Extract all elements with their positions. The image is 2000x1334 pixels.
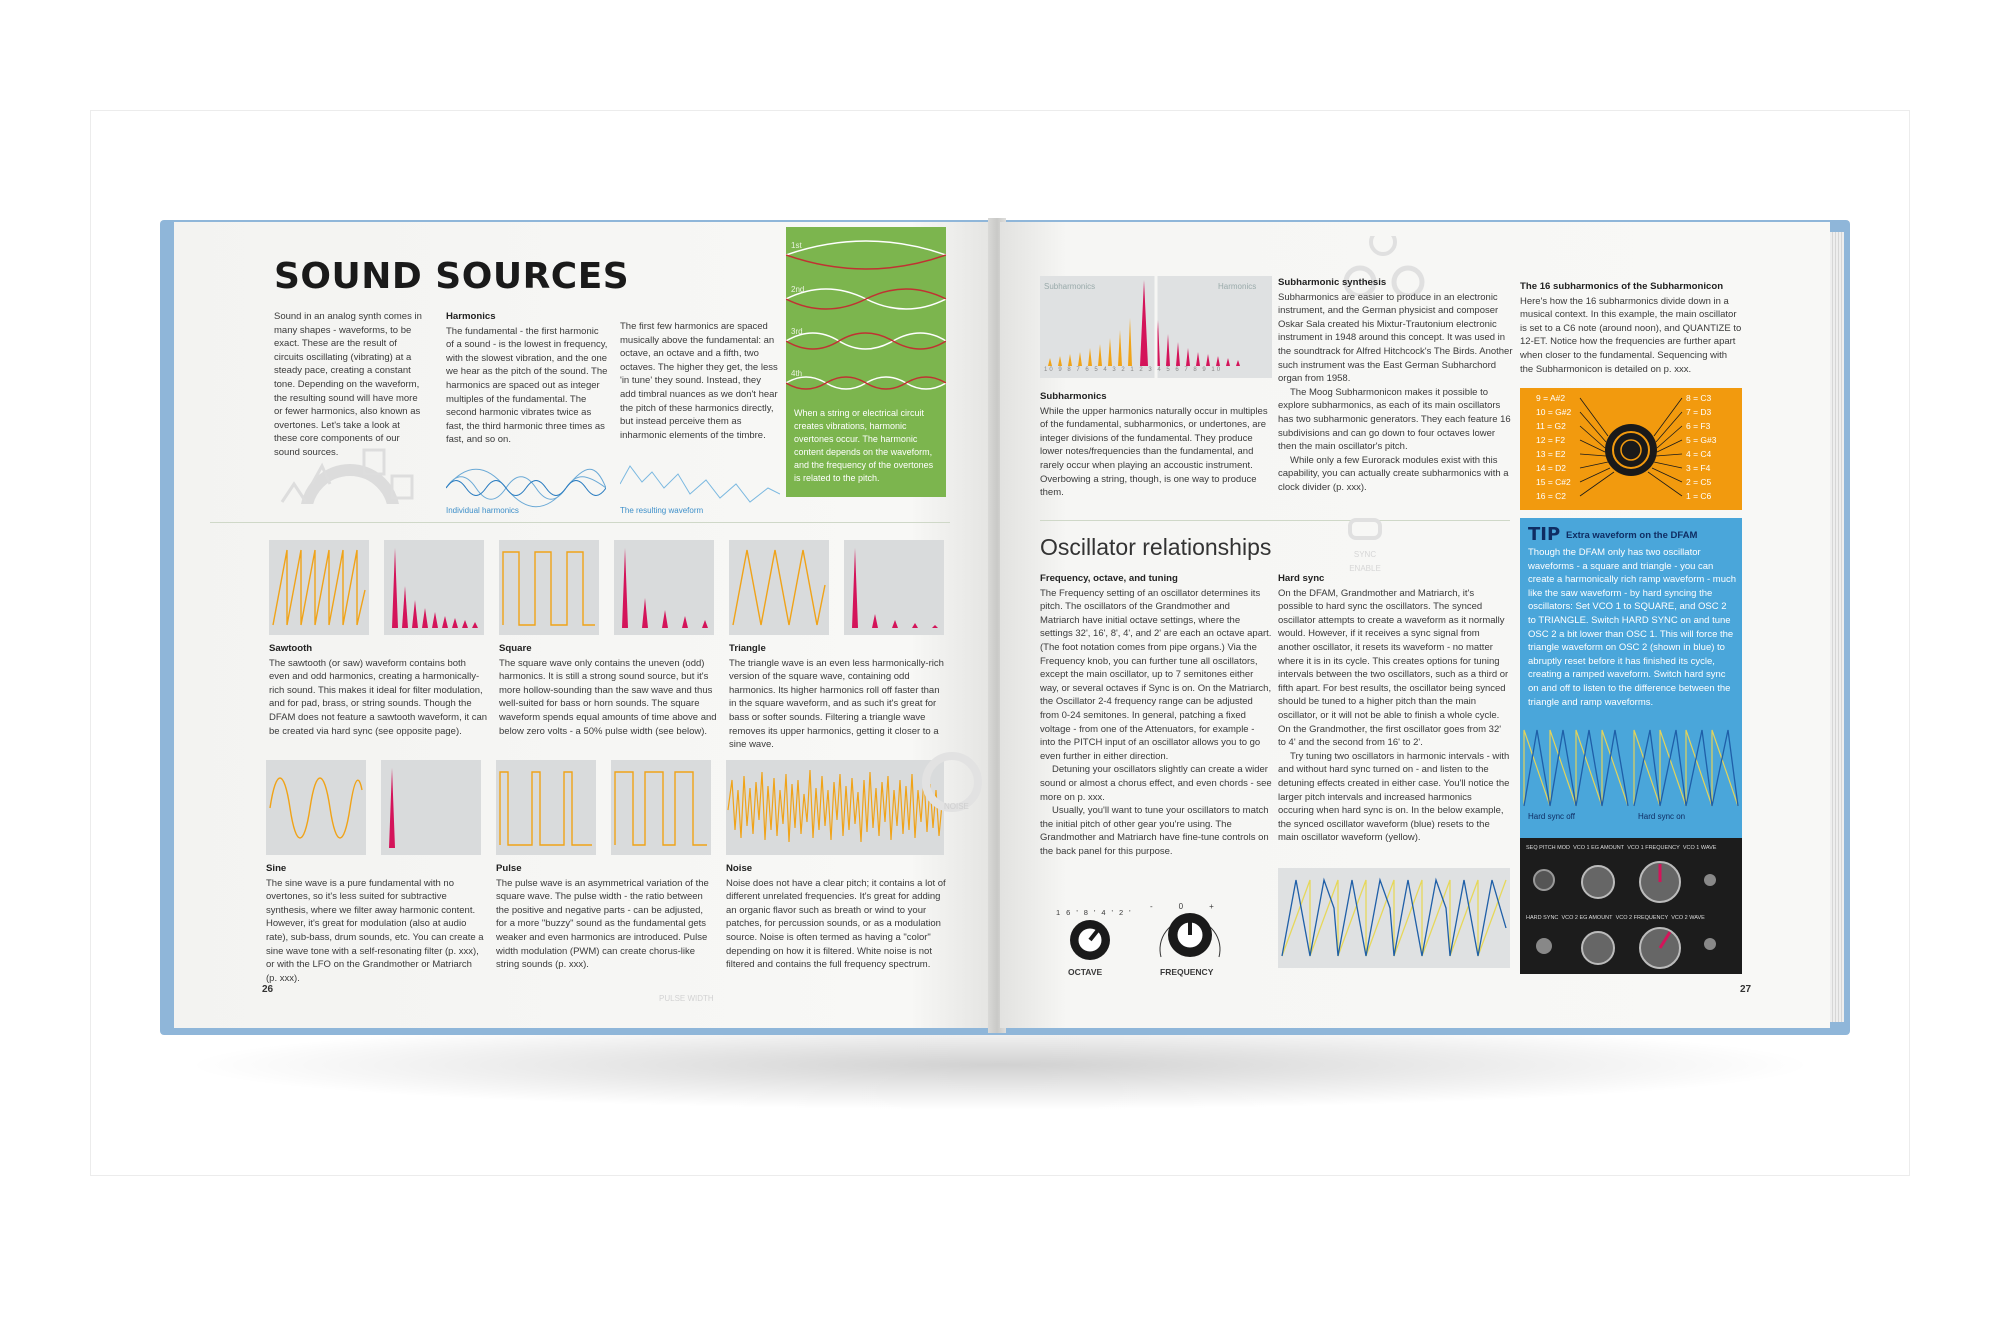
freq-mark-zero: 0 <box>1178 902 1210 911</box>
subharmonics-chart <box>1040 276 1272 378</box>
sine-spectrum <box>381 760 481 855</box>
sine-text: The sine wave is a pure fundamental with no overtones, so it's less suited for subtractive synthesis, where we filter away harmonic content. However, it's great for modulation (also at audio rate), sub-bass, drum sounds, etc. You can create a sine wave tone with a self-resonating filter (p. xxx), or with the LFO on the Grandmother or Matriarch (p. xxx). <box>266 877 484 984</box>
pulse-heading: Pulse <box>496 863 522 874</box>
triangle-block <box>729 642 949 752</box>
tip-label: TIP <box>1528 524 1561 545</box>
sub-right-3: 5 = G#3 <box>1686 435 1717 445</box>
tip-text: Though the DFAM only has two oscillator waveforms - a square and triangle - you can create a harmonically rich ramp waveform - much like the saw waveform - by hard syncing the oscillators: Set VCO 1 to SQUARE, and OSC 2 to TRIANGLE. Switch HARD SYNC on and tune OSC 2 a bit lower than OSC 1. This will force the triangle waveform on OSC 2 (shown in blue) to abruptly reset before it has finished its cycle, creating a ramped waveform. Switch hard sync on and off to listen to the difference between the triangle and ramp waveforms. <box>1528 547 1737 708</box>
panel-label-5: VCO 2 EG AMOUNT <box>1561 915 1613 921</box>
harmonics-chart-label: Harmonics <box>1218 282 1257 291</box>
section-divider-right <box>1040 520 1510 521</box>
square-heading: Square <box>499 643 532 654</box>
freq-mark-minus: - <box>1150 902 1179 911</box>
faint-noise-jack-icon <box>912 742 992 832</box>
dfam-knobs <box>1520 838 1742 974</box>
label-resulting-waveform: The resulting waveform <box>620 506 704 515</box>
panel-label-2: VCO 1 FREQUENCY <box>1627 845 1680 851</box>
sawtooth-text: The sawtooth (or saw) waveform contains both even and odd harmonics, creating a harmonically-rich sound. This makes it ideal for filter modulation, and for pad, brass, or string sounds. Though the DFAM does not feature a sawtooth waveform, it can be created via hard sync (see opposite page). <box>269 657 488 737</box>
subharmonics-chart-label: Subharmonics <box>1044 282 1096 291</box>
sub-right-7: 1 = C6 <box>1686 491 1712 501</box>
hard-sync-heading: Hard sync <box>1278 573 1325 584</box>
hard-sync-text: On the DFAM, Grandmother and Matriarch, it's possible to hard sync the oscillators. The synced oscillator attempts to create a waveform as it normally would. However, if it receives a sync signal from another oscillator, it resets its waveform - no matter where it is in its cycle. This creates options for tuning intervals between the two oscillators, such as a third or fifth apart. For best results, the oscillator being synced should be tuned to a higher pitch than the main oscillator, or it will not be able to finish a whole cycle. On the Grandmother, the first oscillator goes from 32' to 4' and the second from 16' to 2'. <box>1278 587 1509 749</box>
green-label-2: 2nd <box>791 285 805 294</box>
sub-left-0: 9 = A#2 <box>1536 393 1566 403</box>
square-block <box>499 642 719 738</box>
panel-label-1: VCO 1 EG AMOUNT <box>1573 845 1625 851</box>
sine-heading: Sine <box>266 863 287 874</box>
noise-block <box>726 862 946 972</box>
square-wave-panel <box>499 540 599 635</box>
subharmonics-text: While the upper harmonics naturally occur in multiples of the fundamental, subharmonics, or undertones, are integer divisions of the fundamental. They produce lower notes/frequencies than the fundamental, and rarely occur when playing an accoustic instrument. Overbowing a string, though, is one way to produce them. <box>1040 405 1268 499</box>
sawtooth-block <box>269 642 489 738</box>
faint-module-illustration <box>272 444 457 504</box>
octave-mark-2: 2' <box>1119 908 1137 917</box>
octave-mark-8: 8' <box>1083 908 1102 917</box>
triangle-wave-graphic <box>729 540 829 635</box>
noise-heading: Noise <box>726 863 753 874</box>
sub-left-1: 10 = G#2 <box>1536 407 1572 417</box>
noise-text: Noise does not have a clear pitch; it contains a lot of different unrelated frequencies. It's great for adding an organic flavor such as breath or wind to your patches, for percussion sounds, or as a modulation source. Noise is often termed as having a "color" depending on how it is filtered. White noise is not filtered and contains the full frequency spectrum. <box>726 877 946 971</box>
square-spectrum-panel <box>614 540 714 635</box>
sine-wave-graphic <box>266 760 366 855</box>
sixteen-subharmonics-heading: The 16 subharmonics of the Subharmonicon <box>1520 281 1724 292</box>
pulse-wave-panel <box>496 760 596 855</box>
faint-sync-icon <box>1340 518 1390 548</box>
panel-label-7: VCO 2 WAVE <box>1671 915 1705 921</box>
frequency-label: FREQUENCY <box>1160 967 1214 977</box>
label-individual-harmonics: Individual harmonics <box>446 506 519 515</box>
pulse-text: The pulse wave is an asymmetrical variation of the square wave. The pulse width - the ratio between the positive and negative parts - can be adjusted, for a more "buzzy" sound as the fundamental gets weaker and even harmonics are introduced. Pulse width modulation (PWM) can create chorus-like string sounds (p. xxx). <box>496 877 709 971</box>
octave-mark-4: 4' <box>1101 908 1119 917</box>
dfam-panel-photo <box>1520 838 1742 974</box>
subharmonic-synthesis-heading: Subharmonic synthesis <box>1278 277 1387 288</box>
sub-left-4: 13 = E2 <box>1536 449 1566 459</box>
sawtooth-wave-graphic <box>269 540 369 635</box>
subharmonic-list-right <box>1686 391 1730 503</box>
triangle-spectrum <box>844 540 944 635</box>
pulse-wave-graphic <box>496 760 596 855</box>
triangle-wave-panel <box>729 540 829 635</box>
triangle-text: The triangle wave is an even less harmonically-rich version of the square wave, containing odd harmonics. Its higher harmonics roll off faster than in the square waveform, and as such it's great for bass or softer sounds. Filtering a triangle wave removes its upper harmonics, getting it closer to a sine wave. <box>729 657 944 751</box>
frequency-marks <box>1150 900 1240 914</box>
octave-label: OCTAVE <box>1068 967 1103 977</box>
hard-sync-block <box>1278 572 1510 845</box>
subharmonic-synthesis-text-2: The Moog Subharmonicon makes it possible to explore subharmonics, as each of its main oscillators has two subharmonic generators. They each feature 16 subdivisions and can go down to four octaves lower then the main oscillator's pitch. <box>1278 386 1511 453</box>
string-vibration-graphic <box>786 227 946 407</box>
pulse-wave-panel-2 <box>611 760 711 855</box>
sine-spectrum-panel <box>381 760 481 855</box>
faint-pulse-width-label: PULSE WIDTH <box>659 994 714 1003</box>
hard-sync-off-label: Hard sync off <box>1528 812 1575 821</box>
faint-sync-label: SYNC ENABLE <box>1349 550 1381 573</box>
freq-mark-plus: + <box>1209 902 1240 911</box>
sub-left-5: 14 = D2 <box>1536 463 1567 473</box>
green-label-1: 1st <box>791 241 802 250</box>
triangle-heading: Triangle <box>729 643 766 654</box>
intro-text: Sound in an analog synth comes in many shapes - waveforms, to be exact. These are the result of circuits oscillating (vibrating) at a steady pace, creating a constant tone. Depending on the waveform, the resulting sound will have more or fewer harmonics, also known as overtones. Let's take a look at these core components of our sound sources. <box>274 311 422 458</box>
square-wave-graphic <box>499 540 599 635</box>
pulse-block <box>496 862 714 972</box>
hard-sync-text-2: Try tuning two oscillators in harmonic intervals - with and without hard sync turned on - and listen to the detuning effects created in either case. You'll notice the larger pitch intervals and increased harmonics occuring when hard sync is on. In the below example, the synced oscillator waveform (blue) resets to the main oscillator waveform (yellow). <box>1278 750 1510 844</box>
harmonics-green-box <box>786 227 946 497</box>
sawtooth-heading: Sawtooth <box>269 643 313 654</box>
sub-right-0: 8 = C3 <box>1686 393 1712 403</box>
subharmonic-synthesis-text: Subharmonics are easier to produce in an electronic instrument, and the German physicist and composer Oskar Sala created his Mixtur-Trautonium electronic instrument in 1948 around this concept. It was used in the soundtrack for Alfred Hitchcock's The Birds. Another such instrument was the East German Subharchord organ from 1958. <box>1278 291 1513 385</box>
panel-label-4: HARD SYNC <box>1526 915 1559 921</box>
sub-right-6: 2 = C5 <box>1686 477 1712 487</box>
section-divider <box>210 522 950 523</box>
sine-block <box>266 862 484 985</box>
page-number-right: 27 <box>1740 984 1752 995</box>
pulse-wave-graphic-2 <box>611 760 711 855</box>
sine-wave-panel <box>266 760 366 855</box>
sub-right-4: 4 = C4 <box>1686 449 1712 459</box>
subharmonics-heading: Subharmonics <box>1040 391 1107 402</box>
subharmonic-synthesis-text-3: While only a few Eurorack modules exist with this capability, you can actually create subharmonics with a clock divider (p. xxx). <box>1278 454 1509 493</box>
tip-box <box>1520 518 1742 838</box>
hard-sync-wave-graphic <box>1278 868 1510 968</box>
left-page <box>174 222 992 1028</box>
square-text: The square wave only contains the uneven (odd) harmonics. It is still a strong sound source, but it's more hollow-sounding than the saw wave and thus well-suited for bass or horn sounds. The square waveform spends equal amounts of time above and below zero volts - a 50% pulse width (see below). <box>499 657 717 737</box>
panel-label-3: VCO 1 WAVE <box>1682 845 1717 851</box>
triangle-spectrum-panel <box>844 540 944 635</box>
sawtooth-wave-panel <box>269 540 369 635</box>
frequency-text: The Frequency setting of an oscillator determines its pitch. The oscillators of the Grandmother and Matriarch have initial octave settings, where the settings 32', 16', 8', 4', and 2' are each an octave apart. (The foot notation comes from pipe organs.) Via the Frequency knob, you can further tune all oscillators, except the main oscillator, up to 7 semitones either way, or several octaves if Sync is on. On the Matriarch, the Oscillator 2-4 frequency range can be adjusted from 0-24 semitones. In general, patching a fixed voltage - from one of the Attenuators, for example - into the PITCH input of an oscillator allows you to go even further in either direction. <box>1040 587 1272 762</box>
green-label-3: 3rd <box>791 327 803 336</box>
frequency-text-3: Usually, you'll want to tune your oscillators to match the initial pitch of other gear you're using. The Grandmother and Matriarch have fine-tune controls on the back panel for this purpose. <box>1040 805 1269 857</box>
harmonics-text: The fundamental - the first harmonic of a sound - is the lowest in frequency, with the slowest vibration, and the one we hear as the pitch of the sound. The harmonics are spaced out as integer multiples of the fundamental. The second harmonic vibrates twice as fast, the third harmonic three times as fast, and so on. <box>446 325 608 446</box>
hard-sync-on-label: Hard sync on <box>1638 812 1686 821</box>
oscillator-relationships-heading: Oscillator relationships <box>1040 534 1272 560</box>
sixteen-subharmonics-text: Here's how the 16 subharmonics divide down in a musical context. In this example, the main oscillator is set to a C6 note (around noon), and QUANTIZE to 12-ET. Notice how the frequencies are further apart when closer to the fundamental. Sequencing with the Subharmonicon is detailed on p. xxx. <box>1520 295 1742 375</box>
right-page <box>1000 222 1830 1028</box>
page-number-left: 26 <box>262 984 274 995</box>
subharmonicon-orange-box <box>1520 388 1742 510</box>
page-edges <box>1830 232 1844 1022</box>
sub-left-3: 12 = F2 <box>1536 435 1566 445</box>
page-title: SOUND SOURCES <box>274 256 630 297</box>
frequency-heading: Frequency, octave, and tuning <box>1040 573 1178 584</box>
sub-right-2: 6 = F3 <box>1686 421 1711 431</box>
green-box-text: When a string or electrical circuit creates vibrations, harmonic overtones occur. The harmonic content depends on the waveform, and the frequency of the overtones is related to the pitch. <box>794 408 934 483</box>
sub-left-7: 16 = C2 <box>1536 491 1567 501</box>
square-spectrum <box>614 540 714 635</box>
subharmonic-list-left <box>1536 391 1580 503</box>
green-label-4: 4th <box>791 369 803 378</box>
sub-right-5: 3 = F4 <box>1686 463 1711 473</box>
subharmonics-block <box>1040 390 1272 500</box>
frequency-text-2: Detuning your oscillators slightly can create a wider sound or almost a chorus effect, and even chords - see more on p. xxx. <box>1040 764 1272 803</box>
sixteen-subharmonics-block <box>1520 280 1742 376</box>
harmonics-heading: Harmonics <box>446 311 496 322</box>
subharmonic-synthesis-block <box>1278 276 1513 495</box>
sub-left-2: 11 = G2 <box>1536 421 1566 431</box>
panel-label-6: VCO 2 FREQUENCY <box>1615 915 1669 921</box>
harmonics-text-2: The first few harmonics are spaced musically above the fundamental: an octave, an octave and a fifth, two octaves. The higher they get, the less 'in tune' they sound. Instead, they add timbral nuances as we don't hear the pitch of these harmonics directly, but instead perceive them as inharmonic elements of the timbre. <box>620 321 778 441</box>
sawtooth-spectrum <box>384 540 484 635</box>
harmonics-block <box>446 310 608 447</box>
sub-right-1: 7 = D3 <box>1686 407 1712 417</box>
sub-left-6: 15 = C#2 <box>1536 477 1571 487</box>
hard-sync-wave-panel <box>1278 868 1510 968</box>
faint-noise-label: NOISE <box>944 802 969 811</box>
octave-mark-16: 16' <box>1056 908 1084 917</box>
panel-label-0: SEQ PITCH MOD <box>1526 845 1571 851</box>
subharmonics-axis: 10 9 8 7 6 5 4 3 2 1 2 3 4 5 6 7 8 9 10 <box>1044 367 1223 373</box>
tip-heading: Extra waveform on the DFAM <box>1566 530 1698 541</box>
octave-marks <box>1056 906 1136 920</box>
frequency-block <box>1040 572 1272 858</box>
tip-wave-graphic <box>1520 718 1742 818</box>
sawtooth-spectrum-panel <box>384 540 484 635</box>
